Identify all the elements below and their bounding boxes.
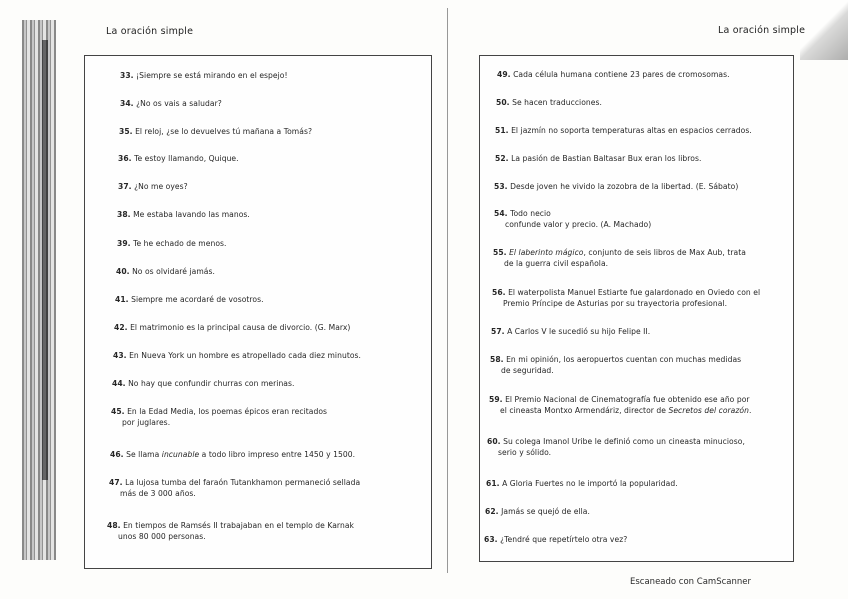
item-text-continued: .: [748, 406, 752, 415]
item-number: 58.: [490, 355, 504, 364]
exercise-item-36: [118, 153, 239, 164]
item-number: 60.: [487, 437, 501, 446]
exercise-item-48: [107, 520, 354, 542]
item-number: 42.: [114, 323, 128, 332]
exercise-item-56: [492, 287, 760, 309]
item-text: El Premio Nacional de Cinematografía fue obtenido ese año por: [505, 395, 750, 404]
item-number: 33.: [120, 71, 134, 80]
item-number: 47.: [109, 478, 123, 487]
item-text: La lujosa tumba del faraón Tutankhamon permaneció sellada: [125, 478, 361, 487]
exercise-item-54: [494, 208, 651, 230]
exercise-item-42: [114, 322, 350, 333]
item-text-continued: por juglares.: [122, 418, 171, 427]
item-text: El matrimonio es la principal causa de divorcio. (G. Marx): [130, 323, 351, 332]
item-text-italic: incunable: [161, 450, 200, 459]
exercise-item-38: [117, 209, 250, 220]
item-number: 35.: [119, 127, 133, 136]
item-text: A Gloria Fuertes no le importó la popularidad.: [502, 479, 678, 488]
item-number: 51.: [495, 126, 509, 135]
exercise-item-47: [109, 477, 360, 499]
item-number: 49.: [497, 70, 511, 79]
item-number: 53.: [494, 182, 508, 191]
item-text: El jazmín no soporta temperaturas altas en espacios cerrados.: [511, 126, 752, 135]
exercise-item-62: [485, 506, 590, 517]
exercise-item-45: [111, 406, 327, 428]
item-number: 52.: [495, 154, 509, 163]
item-text: Cada célula humana contiene 23 pares de cromosomas.: [513, 70, 730, 79]
item-number: 55.: [493, 248, 507, 257]
item-number: 34.: [120, 99, 134, 108]
item-number: 54.: [494, 209, 508, 218]
item-text: En mi opinión, los aeropuertos cuentan con muchas medidas: [506, 355, 742, 364]
item-number: 37.: [118, 182, 132, 191]
exercise-item-39: [117, 238, 227, 249]
item-number: 41.: [115, 295, 129, 304]
exercise-item-40: [116, 266, 215, 277]
exercise-item-51: [495, 125, 752, 136]
exercise-item-60: [487, 436, 745, 458]
right-page-header: La oración simple: [718, 25, 806, 36]
exercise-item-52: [495, 153, 701, 164]
item-text: ¡Siempre se está mirando en el espejo!: [136, 71, 288, 80]
item-text: Desde joven he vivido la zozobra de la libertad. (E. Sábato): [510, 182, 739, 191]
item-text: No os olvidaré jamás.: [132, 267, 215, 276]
exercise-item-44: [112, 378, 294, 389]
exercise-item-34: [120, 98, 222, 109]
exercise-item-43: [113, 350, 361, 361]
exercise-item-35: [119, 126, 312, 137]
item-number: 48.: [107, 521, 121, 530]
item-text-continued: de la guerra civil española.: [504, 259, 609, 268]
item-text: La pasión de Bastian Baltasar Bux eran los libros.: [511, 154, 702, 163]
item-number: 46.: [110, 450, 124, 459]
exercise-item-49: [497, 69, 730, 80]
item-text: Jamás se quejó de ella.: [501, 507, 590, 516]
item-number: 40.: [116, 267, 130, 276]
item-text: Su colega Imanol Uribe le definió como un cineasta minucioso,: [503, 437, 745, 446]
item-text: ¿Tendré que repetírtelo otra vez?: [500, 535, 628, 544]
item-text: No hay que confundir churras con merinas.: [128, 379, 295, 388]
item-text: A Carlos V le sucedió su hijo Felipe II.: [507, 327, 651, 336]
exercise-item-33: [120, 70, 288, 81]
item-number: 63.: [484, 535, 498, 544]
item-text-continued: más de 3 000 años.: [120, 489, 196, 498]
item-text: Se hacen traducciones.: [512, 98, 602, 107]
item-number: 56.: [492, 288, 506, 297]
item-text: El waterpolista Manuel Estiarte fue galardonado en Oviedo con el: [508, 288, 761, 297]
exercise-item-37: [118, 181, 188, 192]
exercise-item-59: [489, 394, 751, 416]
item-text-continued: unos 80 000 personas.: [118, 532, 206, 541]
item-number: 39.: [117, 239, 131, 248]
item-text: Siempre me acordaré de vosotros.: [131, 295, 264, 304]
item-text-continued: el cineasta Montxo Armendáriz, director de: [500, 406, 669, 415]
exercise-item-61: [486, 478, 678, 489]
item-text: En Nueva York un hombre es atropellado cada diez minutos.: [129, 351, 362, 360]
item-text: El reloj, ¿se lo devuelves tú mañana a Tomás?: [135, 127, 313, 136]
item-text-continued: Premio Príncipe de Asturias por su trayectoria profesional.: [503, 299, 728, 308]
item-text-continued: serio y sólido.: [498, 448, 552, 457]
item-number: 50.: [496, 98, 510, 107]
exercise-item-58: [490, 354, 741, 376]
item-text-continued: de seguridad.: [501, 366, 554, 375]
book-spine-line: [42, 40, 48, 480]
item-text-continued: confunde valor y precio. (A. Machado): [505, 220, 652, 229]
item-text: ¿No me oyes?: [134, 182, 188, 191]
exercise-item-46: [110, 449, 355, 460]
scanner-watermark: Escaneado con CamScanner: [630, 577, 751, 587]
exercise-item-41: [115, 294, 264, 305]
item-number: 44.: [112, 379, 126, 388]
item-text: , conjunto de seis libros de Max Aub, trata: [583, 248, 746, 257]
item-text: En tiempos de Ramsés II trabajaban en el templo de Karnak: [123, 521, 354, 530]
item-number: 36.: [118, 154, 132, 163]
book-spine-shadow: [22, 20, 56, 560]
exercise-item-63: [484, 534, 627, 545]
item-text: Me estaba lavando las manos.: [133, 210, 250, 219]
item-text: Te he echado de menos.: [133, 239, 227, 248]
item-number: 45.: [111, 407, 125, 416]
page-gutter: [447, 8, 448, 573]
left-page-header: La oración simple: [106, 26, 194, 37]
item-text: Te estoy llamando, Quique.: [134, 154, 239, 163]
exercise-item-55: [493, 247, 746, 269]
page-fold-corner: [800, 0, 848, 60]
item-text: Todo necio: [510, 209, 551, 218]
item-number: 43.: [113, 351, 127, 360]
exercise-item-57: [491, 326, 650, 337]
exercise-item-50: [496, 97, 602, 108]
item-number: 62.: [485, 507, 499, 516]
item-number: 38.: [117, 210, 131, 219]
item-number: 59.: [489, 395, 503, 404]
item-number: 61.: [486, 479, 500, 488]
exercise-item-53: [494, 181, 738, 192]
item-text: Se llama: [126, 450, 162, 459]
item-text-italic: Secretos del corazón: [668, 406, 749, 415]
item-text: ¿No os vais a saludar?: [136, 99, 222, 108]
item-text: En la Edad Media, los poemas épicos eran recitados: [127, 407, 328, 416]
item-text: a todo libro impreso entre 1450 y 1500.: [199, 450, 356, 459]
item-number: 57.: [491, 327, 505, 336]
item-text-italic: El laberinto mágico: [509, 248, 584, 257]
